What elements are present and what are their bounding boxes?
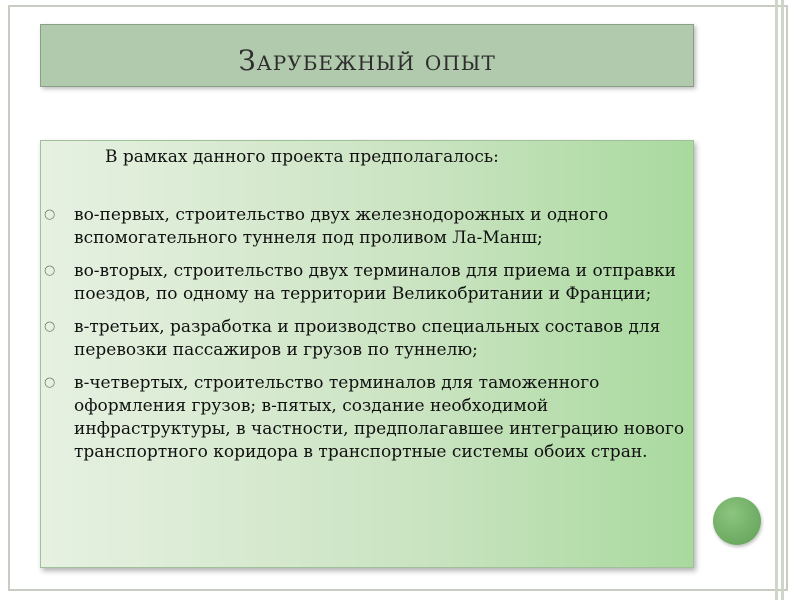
intro-text: В рамках данного проекта предполагалось: [105, 147, 499, 167]
bullet-list [44, 204, 690, 474]
list-item [44, 316, 690, 362]
title-bar [40, 24, 694, 87]
bullet-text: во-вторых, строительство двух терминалов для приема и отправки поездов, по одному на территории Великобритании и Франции; [74, 261, 677, 304]
hollow-bullet-icon: ○ [44, 263, 56, 278]
green-circle-decoration [713, 497, 761, 545]
hollow-bullet-icon: ○ [44, 375, 56, 390]
hollow-bullet-icon: ○ [44, 207, 56, 222]
slide-title: Зарубежный опыт [238, 44, 496, 77]
bullet-text: в-третьих, разработка и производство специальных составов для перевозки пассажиров и грузов по туннелю; [74, 317, 661, 360]
list-item [44, 260, 690, 306]
list-item [44, 372, 690, 464]
frame-line-right-2 [781, 0, 784, 600]
frame-line-right-1 [775, 0, 778, 600]
bullet-text: в-четвертых, строительство терминалов для таможенного оформления грузов; в-пятых, создание необходимой инфраструктуры, в частности, предполагавшее интеграцию нового транспортного коридора в транспортные системы обоих стран. [74, 373, 685, 462]
bullet-text: во-первых, строительство двух железнодорожных и одного вспомогательного туннеля под проливом Ла-Манш; [74, 205, 609, 248]
list-item [44, 204, 690, 250]
hollow-bullet-icon: ○ [44, 319, 56, 334]
